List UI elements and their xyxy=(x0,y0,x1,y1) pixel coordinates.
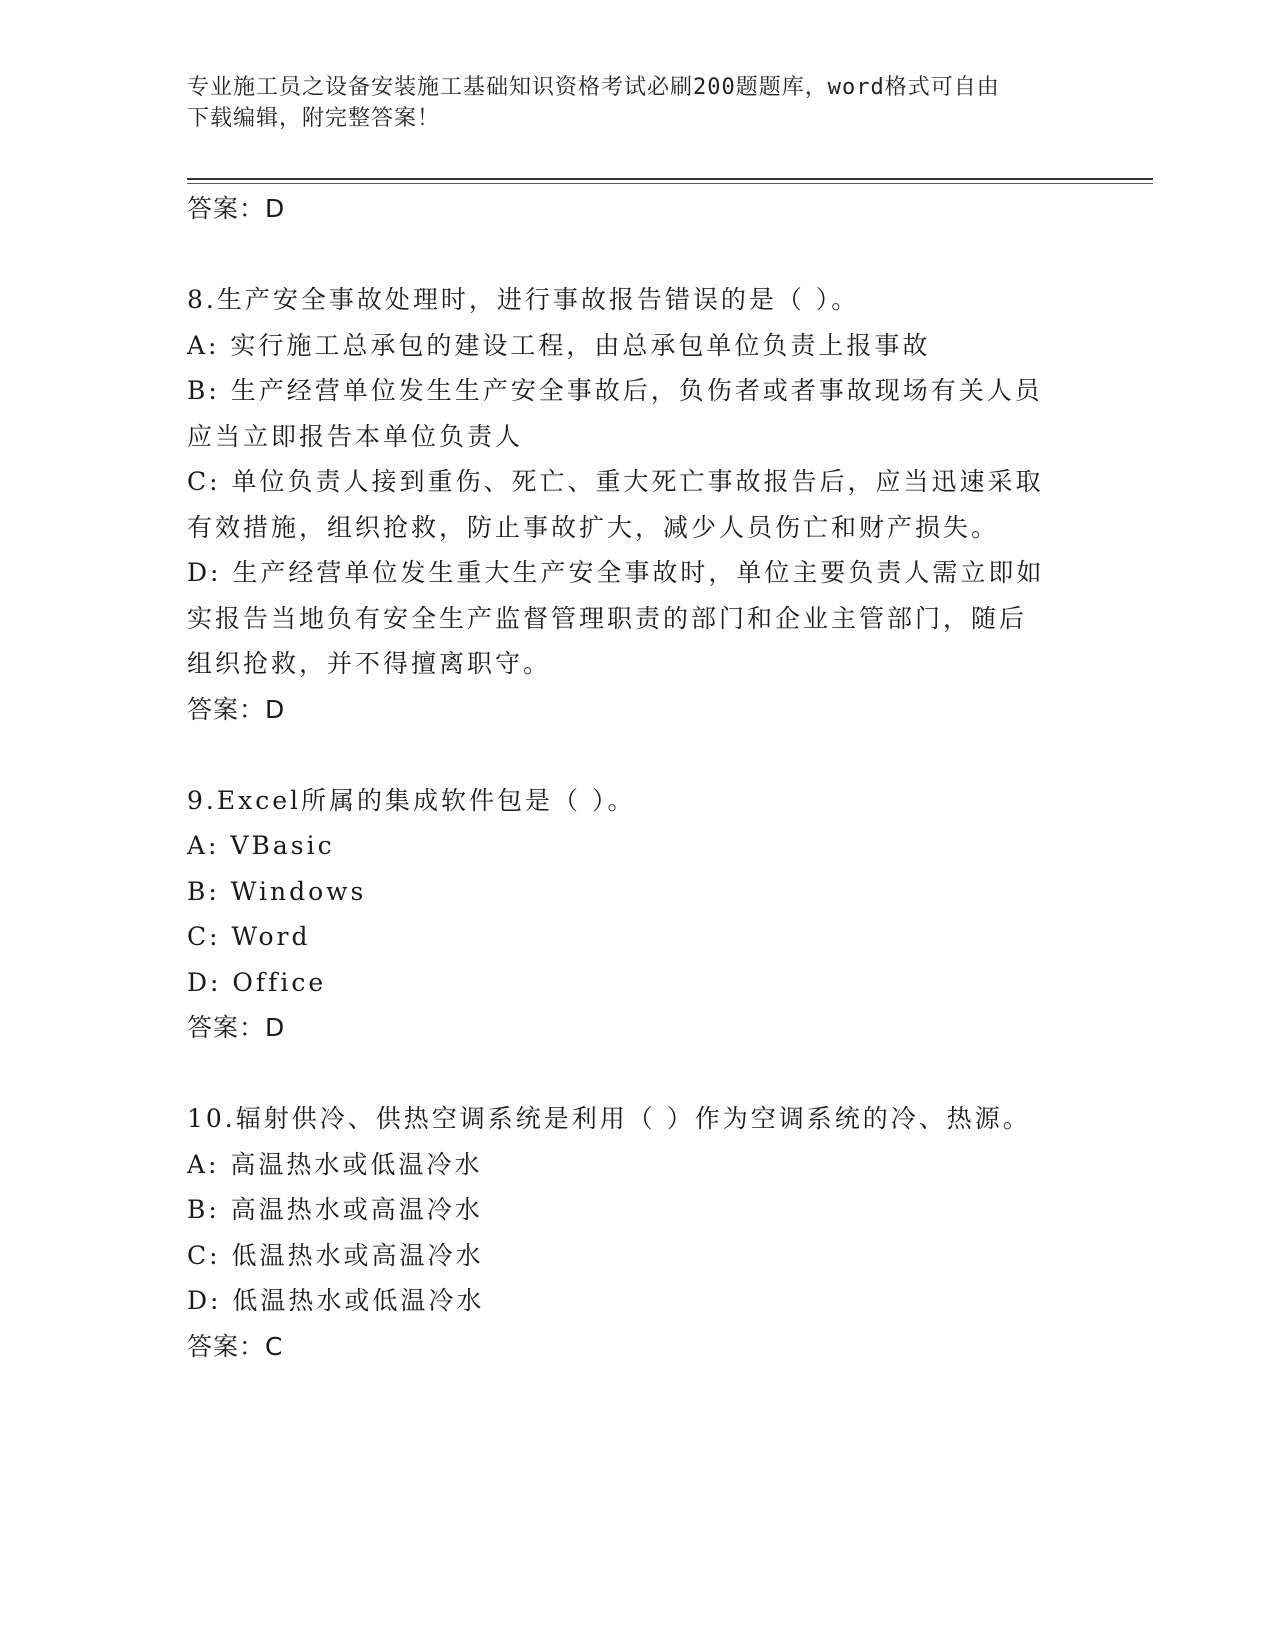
spacer xyxy=(187,232,1087,278)
header-line-1: 专业施工员之设备安装施工基础知识资格考试必刷200题题库，word格式可自由 xyxy=(187,75,1000,100)
option-b: B: Windows xyxy=(187,876,367,906)
option-a: A: VBasic xyxy=(187,831,335,860)
option-b: B: 高温热水或高温冷水 xyxy=(187,1195,483,1224)
option-a: A: 实行施工总承包的建设工程，由总承包单位负责上报事故 xyxy=(187,330,931,360)
option-a: A: 高温热水或低温冷水 xyxy=(187,1149,483,1179)
answer: 答案：D xyxy=(187,694,286,724)
option-d: D: Office xyxy=(187,967,327,997)
answer: 答案：C xyxy=(187,1331,284,1361)
option-d: D: 生产经营单位发生重大生产安全事故时，单位主要负责人需立即如 xyxy=(187,558,1045,587)
header-divider-thin xyxy=(187,183,1153,184)
option-c: C: Word xyxy=(187,922,311,951)
page-header xyxy=(187,72,1087,134)
question-stem: 8.生产安全事故处理时，进行事故报告错误的是（ ）。 xyxy=(187,285,860,314)
question-stem: 10.辐射供冷、供热空调系统是利用（ ）作为空调系统的冷、热源。 xyxy=(187,1104,1031,1133)
previous-answer: 答案：D xyxy=(187,194,286,223)
spacer xyxy=(187,1051,1087,1097)
option-d-cont-2: 组织抢救，并不得擅离职守。 xyxy=(187,649,552,678)
option-c: C: 低温热水或高温冷水 xyxy=(187,1240,484,1270)
option-c: C: 单位负责人接到重伤、死亡、重大死亡事故报告后，应当迅速采取 xyxy=(187,467,1044,496)
question-9 xyxy=(187,778,1087,1051)
question-stem: 9.Excel所属的集成软件包是（ ）。 xyxy=(187,785,636,815)
option-b-cont: 应当立即报告本单位负责人 xyxy=(187,421,524,451)
answer: 答案：D xyxy=(187,1013,286,1042)
option-b: B: 生产经营单位发生生产安全事故后，负伤者或者事故现场有关人员 xyxy=(187,376,1043,405)
header-line-2: 下载编辑，附完整答案！ xyxy=(187,106,441,131)
spacer xyxy=(187,732,1087,778)
header-divider xyxy=(187,178,1153,180)
option-d: D: 低温热水或低温冷水 xyxy=(187,1286,485,1315)
option-c-cont: 有效措施，组织抢救，防止事故扩大，减少人员伤亡和财产损失。 xyxy=(187,512,1000,542)
question-10 xyxy=(187,1096,1087,1369)
question-content xyxy=(187,186,1087,1369)
question-8 xyxy=(187,277,1087,732)
option-d-cont: 实报告当地负有安全生产监督管理职责的部门和企业主管部门，随后 xyxy=(187,603,1028,633)
